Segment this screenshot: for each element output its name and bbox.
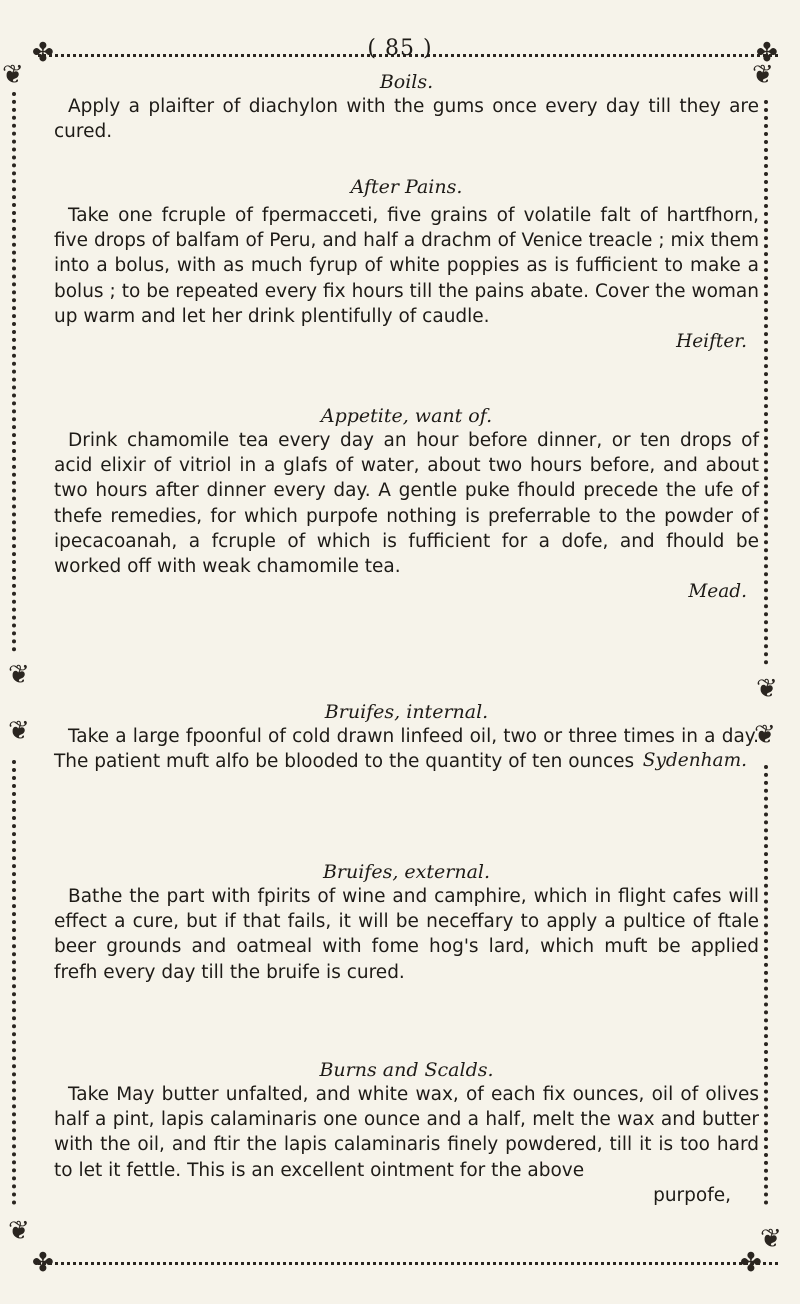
left-border-rule-lower: [12, 760, 16, 1205]
section-body: Take one fcruple of fpermacceti, five grains of volatile falt of hartfhorn, five drops of balfam of Peru, and half a drachm of Venice treacle ; mix them into a bolus, with as much fyrup of white poppies as is fufficient to make a bolus ; to be repeated every fix hours till the pains abate. Cover the woman up warm and let her drink plentifully of caudle.: [54, 205, 759, 327]
section-author: Mead.: [688, 581, 747, 603]
section-bruises-external: [54, 860, 759, 985]
section-heading: After Pains.: [350, 176, 463, 198]
section-body: Bathe the part with fpirits of wine and camphire, which in flight cafes will effect a cure, but if that fails, it will be neceffary to apply a pultice of ftale beer grounds and oatmeal with fome hog's lard, which muft be applied frefh every day till the bruife is cured.: [54, 886, 759, 983]
right-border-rule-upper: [764, 100, 768, 665]
section-burns-and-scalds: [54, 1058, 759, 1208]
section-author: Heifter.: [676, 331, 747, 353]
section-body: Take May butter unfalted, and white wax, of each fix ounces, oil of olives half a pint, lapis calaminaris one ounce and a half, melt the wax and butter with the oil, and ftir the lapis calaminaris finely powdered, till it is too hard to let it fettle. This is an excellent ointment for the above: [54, 1084, 759, 1181]
flourish-icon: ❦: [752, 60, 774, 90]
section-appetite: [54, 404, 759, 605]
section-body: Apply a plaifter of diachylon with the gums once every day till they are cured.: [54, 96, 759, 143]
section-tail-word: purpofe,: [653, 1184, 731, 1206]
section-heading: Boils.: [379, 71, 434, 93]
flourish-icon: ❦: [754, 720, 776, 750]
corner-ornament-icon: ✤: [756, 38, 778, 68]
section-heading: Bruifes, internal.: [324, 701, 489, 723]
corner-ornament-icon: ✤: [32, 1248, 54, 1278]
page-number: ( 85 ): [367, 36, 433, 61]
flourish-icon: ❦: [2, 60, 24, 90]
left-border-rule-upper: [12, 92, 16, 652]
flourish-icon: ❦: [8, 660, 30, 690]
section-heading: Appetite, want of.: [320, 405, 493, 427]
section-author: Sydenham.: [642, 750, 747, 772]
right-border-rule-lower: [764, 765, 768, 1205]
section-body: Drink chamomile tea every day an hour before dinner, or ten drops of acid elixir of vitriol in a glafs of water, about two hours before, and about two hours after dinner every day. A gentle puke fhould precede the ufe of thefe remedies, for which purpofe nothing is preferrable to the powder of ipecacoanah, a fcruple of which is fufficient for a dofe, and fhould be worked off with weak chamomile tea.: [54, 430, 759, 578]
section-body: Take a large fpoonful of cold drawn linfeed oil, two or three times in a day. The patient muft alfo be blooded to the quantity of ten ounces: [54, 726, 759, 773]
section-boils: [54, 70, 759, 144]
corner-ornament-icon: ✤: [740, 1248, 762, 1278]
flourish-icon: ❦: [756, 674, 778, 704]
section-after-pains: [54, 175, 759, 355]
flourish-icon: ❦: [8, 1216, 30, 1246]
section-heading: Burns and Scalds.: [319, 1059, 494, 1081]
corner-ornament-icon: ✤: [32, 38, 54, 68]
section-bruises-internal: [54, 700, 759, 774]
bottom-border-rule: [38, 1262, 778, 1265]
flourish-icon: ❦: [760, 1224, 782, 1254]
flourish-icon: ❦: [8, 716, 30, 746]
section-heading: Bruifes, external.: [322, 861, 491, 883]
